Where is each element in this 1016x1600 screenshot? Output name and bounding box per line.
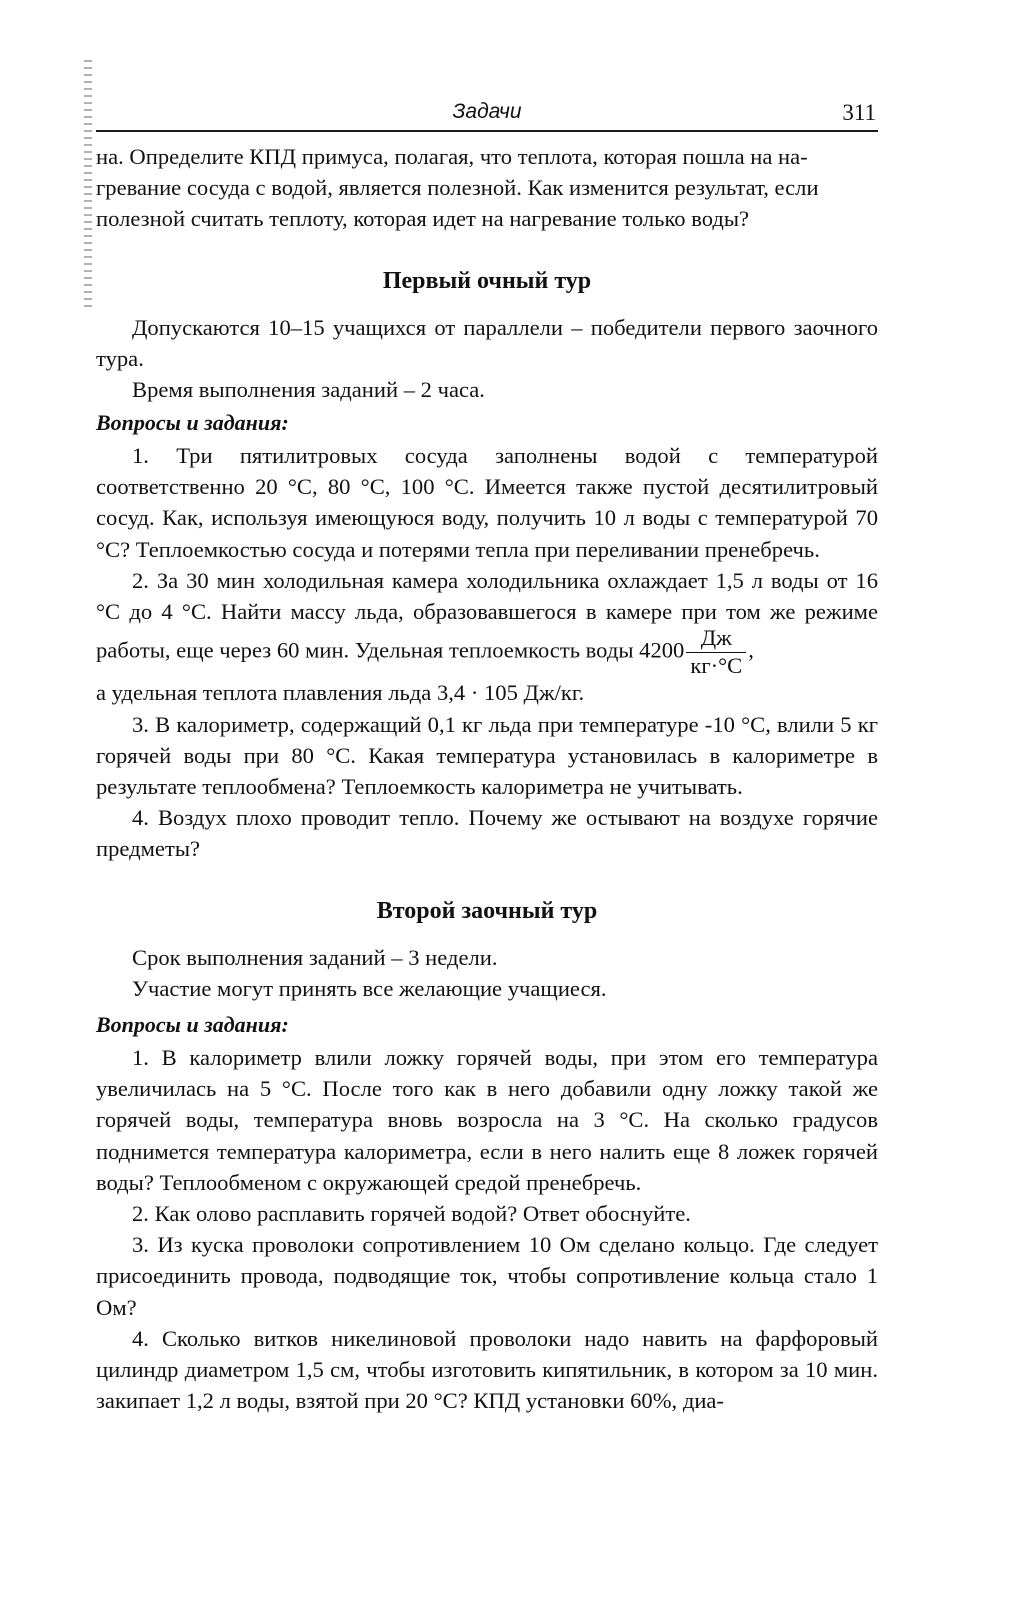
section2-question-3: 3. Из куска проволоки сопротивлением 10 Ом сделано кольцо. Где следует присоединить провода, подводящие ток, чтобы сопротивление кольца стало 1 Ом? [96, 1232, 878, 1320]
page-number: 311 [842, 100, 876, 125]
section1-question-2-comma: , [748, 637, 754, 663]
section1-question-4: 4. Воздух плохо проводит тепло. Почему же остывают на воздухе горячие предметы? [96, 805, 878, 862]
section1-question-1: 1. Три пятилитровых сосуда заполнены водой с температурой соответственно 20 °С, 80 °С, 100 °С. Имеется также пустой десятилитровый сосуд. Как, используя имеющуюся воду, получить 10 л воды с температурой 70 °С? Теплоемкостью сосуда и потерями тепла при переливании пренебречь. [96, 443, 878, 562]
intro-line-3: полезной считать теплоту, которая идет на нагревание только воды? [96, 206, 750, 232]
section2-participation-text: Участие могут принять все желающие учащиеся. [132, 976, 607, 1002]
running-title: Задачи [452, 100, 522, 123]
section2-questions-heading: Вопросы и задания: [96, 1012, 289, 1037]
section1-admission-text: Допускаются 10–15 учащихся от параллели – победители первого заочного тура. [96, 315, 878, 372]
scan-margin-marks [84, 60, 92, 310]
section1-info [96, 312, 878, 406]
section1-time-text: Время выполнения заданий – 2 часа. [132, 377, 485, 403]
running-head [96, 96, 878, 132]
section2-deadline-text: Срок выполнения заданий – 3 недели. [132, 945, 498, 970]
section1-question-2-continuation: а удельная теплота плавления льда 3,4 · 105 Дж/кг. [96, 680, 585, 706]
section1-questions-heading: Вопросы и задания: [96, 410, 289, 435]
intro-line-2: гревание сосуда с водой, является полезной. Как изменится результат, если [96, 175, 819, 201]
section1-question-2-text: 2. За 30 мин холодильная камера холодильника охлаждает 1,5 л воды от 16 °С до 4 °С. Найти массу льда, образовавшегося в камере при том же режиме работы, еще через 60 мин. Удельная теплоемкость воды 4200 [96, 567, 878, 663]
section2-question-4: 4. Сколько витков никелиновой проволоки надо навить на фарфоровый цилиндр диаметром 1,5 см, чтобы изготовить кипятильник, в котором за 10 мин. закипает 1,2 л воды, взятой при 20 °С? КПД установки 60%, диа- [96, 1325, 878, 1414]
unit-numerator: Дж [686, 627, 746, 653]
section2-question-1: 1. В калориметр влили ложку горячей воды, при этом его температура увеличилась на 5 °С. После того как в него добавили одну ложку такой же горячей воды, температура вновь возросла на 3 °С. На сколько градусов поднимется температура калориметра, если в него налить еще 8 ложек горячей воды? Теплообменом с окружающей средой пренебречь. [96, 1045, 878, 1195]
intro-paragraph [96, 141, 878, 235]
section2-questions [96, 1042, 878, 1416]
unit-denominator: кг·°С [690, 652, 743, 678]
section1-question-2 [96, 565, 878, 678]
intro-line-1: на. Определите КПД примуса, полагая, что теплота, которая пошла на на- [96, 144, 808, 169]
section2-question-2: 2. Как олово расплавить горячей водой? Ответ обоснуйте. [132, 1201, 691, 1227]
section1-question-3: 3. В калориметр, содержащий 0,1 кг льда при температуре -10 °С, влили 5 кг горячей воды при 80 °С. Какая температура установилась в калориметре в результате теплообмена? Теплоемкость калориметра не учитывать. [96, 711, 878, 800]
section-title-first-round: Первый очный тур [382, 268, 592, 294]
section1-questions [96, 440, 878, 865]
section2-info [96, 942, 878, 1004]
unit-fraction [686, 627, 746, 677]
section-title-second-round: Второй заочный тур [376, 898, 598, 924]
